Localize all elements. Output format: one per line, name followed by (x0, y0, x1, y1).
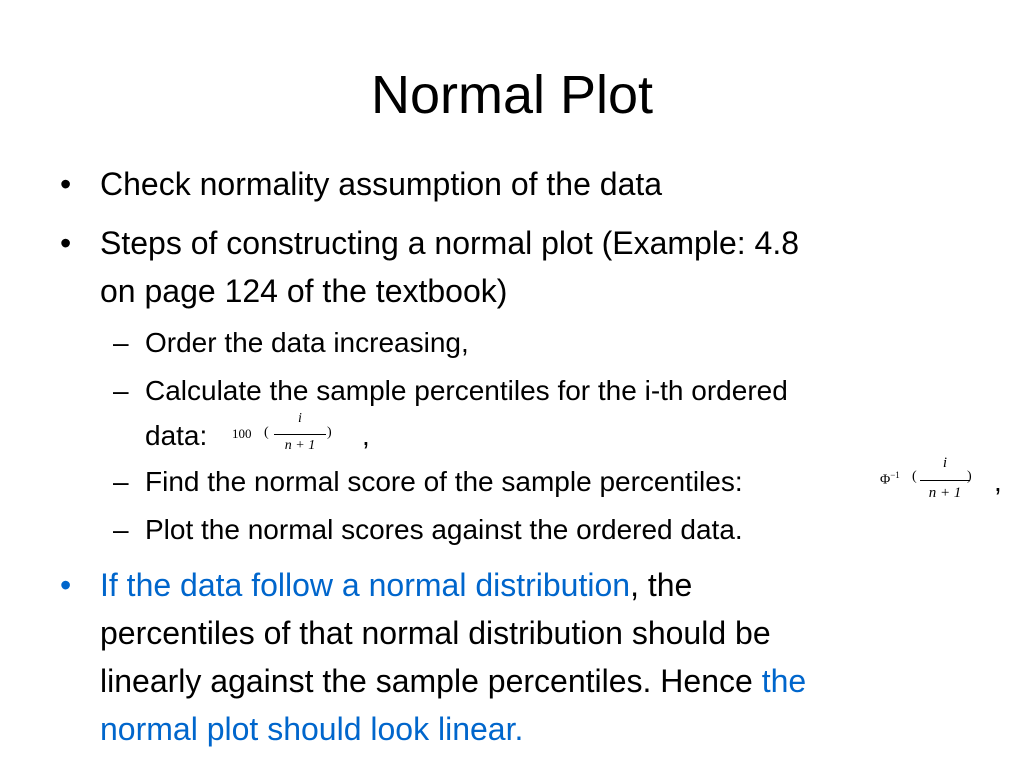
fraction-bar (274, 434, 326, 435)
bullet-marker: • (60, 166, 72, 202)
formula-denominator: n + 1 (928, 485, 962, 501)
bullet-text-conclusion-line3 (100, 657, 990, 705)
sub-bullet-text-percentiles-line1: Calculate the sample percentiles for the i-th ordered (145, 375, 788, 406)
formula-open-paren: ( (264, 425, 269, 440)
sub-bullet-text-order: Order the data increasing, (145, 327, 469, 358)
percentile-formula (228, 408, 338, 462)
formula-phi (880, 470, 900, 489)
bullet-text-conclusion-line4: normal plot should look linear. (100, 711, 524, 747)
formula-exponent: −1 (890, 470, 900, 480)
formula-numerator: i (942, 455, 948, 471)
bullet-text-conclusion-line1 (100, 561, 990, 609)
formula-denominator: n + 1 (284, 438, 316, 453)
trailing-comma: , (362, 420, 370, 451)
bullet-text-conclusion-line2: percentiles of that normal distribution should be (100, 615, 771, 651)
formula-open-paren: ( (912, 469, 917, 484)
sub-bullet-marker: – (113, 466, 129, 497)
formula-function: Φ (880, 472, 891, 488)
sub-bullet-marker: – (113, 375, 129, 406)
fraction-bar (920, 480, 970, 481)
formula-close-paren: ) (967, 469, 972, 484)
slide-title: Normal Plot (370, 65, 654, 125)
conclusion-text: linearly against the sample percentiles. Hence (100, 663, 762, 699)
bullet-text-check-normality: Check normality assumption of the data (100, 166, 663, 202)
highlight-normal-distribution: If the data follow a normal distribution (100, 567, 631, 603)
sub-bullet-text-plot-scores: Plot the normal scores against the ordered data. (145, 514, 743, 545)
sub-bullet-marker: – (113, 327, 129, 358)
sub-bullet-marker: – (113, 514, 129, 545)
formula-coefficient: 100 (232, 426, 252, 441)
conclusion-text: , the (630, 567, 693, 603)
formula-numerator: i (298, 411, 302, 426)
sub-bullet-text-normal-score: Find the normal score of the sample percentiles: (145, 466, 743, 497)
formula-close-paren: ) (327, 425, 332, 440)
highlight-linear: the (761, 663, 807, 699)
trailing-comma: , (994, 466, 1002, 497)
bullet-text-steps-line1: Steps of constructing a normal plot (Example: 4.8 (100, 225, 800, 261)
bullet-marker: • (60, 225, 72, 261)
bullet-text-steps-line2: on page 124 of the textbook) (100, 273, 508, 309)
normal-score-formula (878, 452, 978, 510)
data-label: data: (145, 420, 208, 451)
bullet-marker: • (60, 567, 72, 603)
